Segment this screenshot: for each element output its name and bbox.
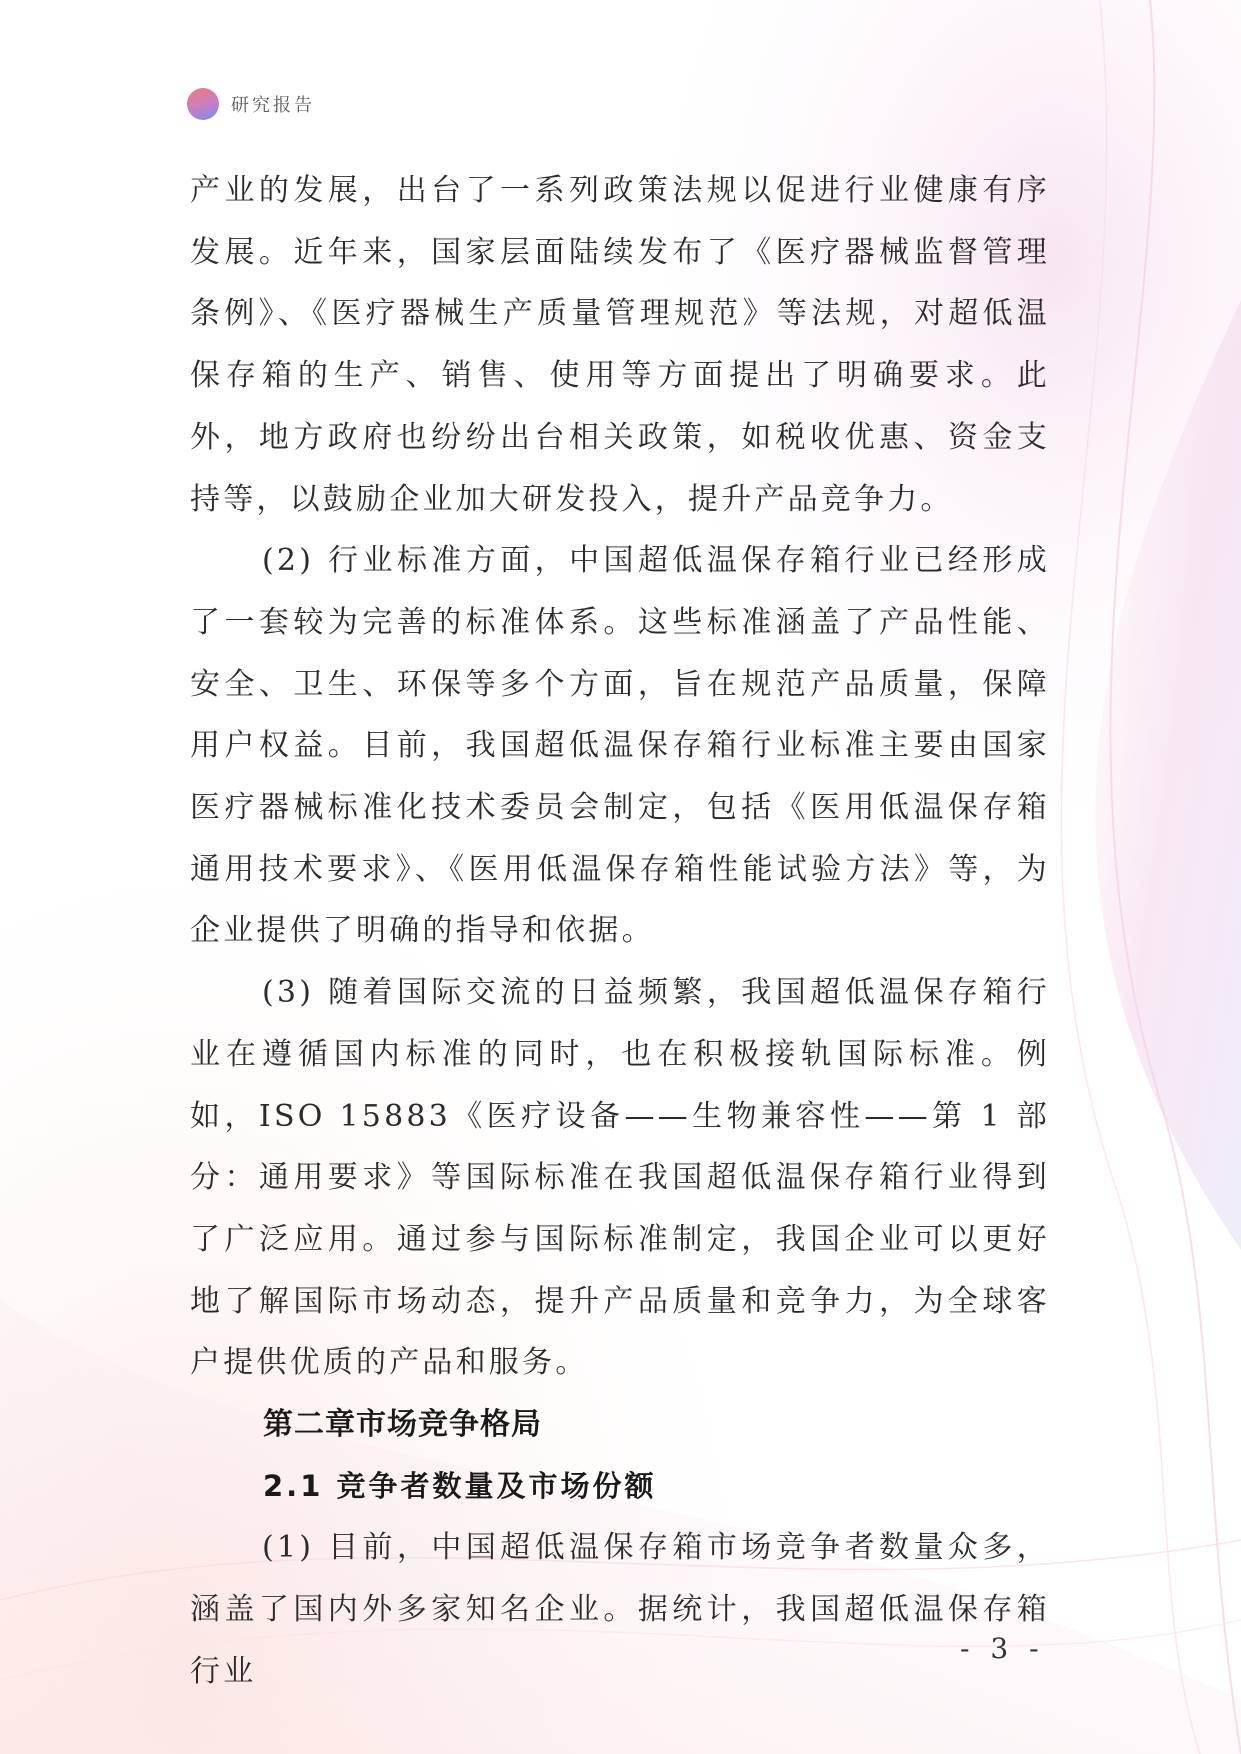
document-header bbox=[187, 88, 315, 120]
chapter-heading: 第二章市场竞争格局 bbox=[263, 1407, 542, 1443]
logo-circle-icon bbox=[187, 88, 219, 120]
body-paragraph: (2) 行业标准方面，中国超低温保存箱行业已经形成了一套较为完善的标准体系。这些标准涵盖了产品性能、安全、卫生、环保等多个方面，旨在规范产品质量，保障用户权益。目前，我国超低温保存箱行业标准主要由国家医疗器械标准化技术委员会制定，包括《医用低温保存箱通用技术要求》、《医用低温保存箱性能试验方法》等，为企业提供了明确的指导和依据。 bbox=[190, 543, 1050, 949]
body-paragraph: (1) 目前，中国超低温保存箱市场竞争者数量众多，涵盖了国内外多家知名企业。据统计，我国超低温保存箱行业 bbox=[190, 1530, 1050, 1689]
header-title: 研究报告 bbox=[231, 95, 315, 116]
body-paragraph: (3) 随着国际交流的日益频繁，我国超低温保存箱行业在遵循国内标准的同时，也在积极接轨国际标准。例如，ISO 15883《医疗设备——生物兼容性——第 1 部分：通用要求》等国际标准在我国超低温保存箱行业得到了广泛应用。通过参与国际标准制定，我国企业可以更好地了解国际市场动态，提升产品质量和竞争力，为全球客户提供优质的产品和服务。 bbox=[190, 975, 1050, 1381]
section-heading: 2.1 竞争者数量及市场份额 bbox=[263, 1468, 657, 1503]
body-paragraph: 产业的发展，出台了一系列政策法规以促进行业健康有序发展。近年来，国家层面陆续发布了《医疗器械监督管理条例》、《医疗器械生产质量管理规范》等法规，对超低温保存箱的生产、销售、使用等方面提出了明确要求。此外，地方政府也纷纷出台相关政策，如税收优惠、资金支持等，以鼓励企业加大研发投入，提升产品竞争力。 bbox=[190, 173, 1050, 517]
page-number: - 3 - bbox=[960, 1632, 1045, 1665]
document-body bbox=[190, 160, 1050, 1703]
